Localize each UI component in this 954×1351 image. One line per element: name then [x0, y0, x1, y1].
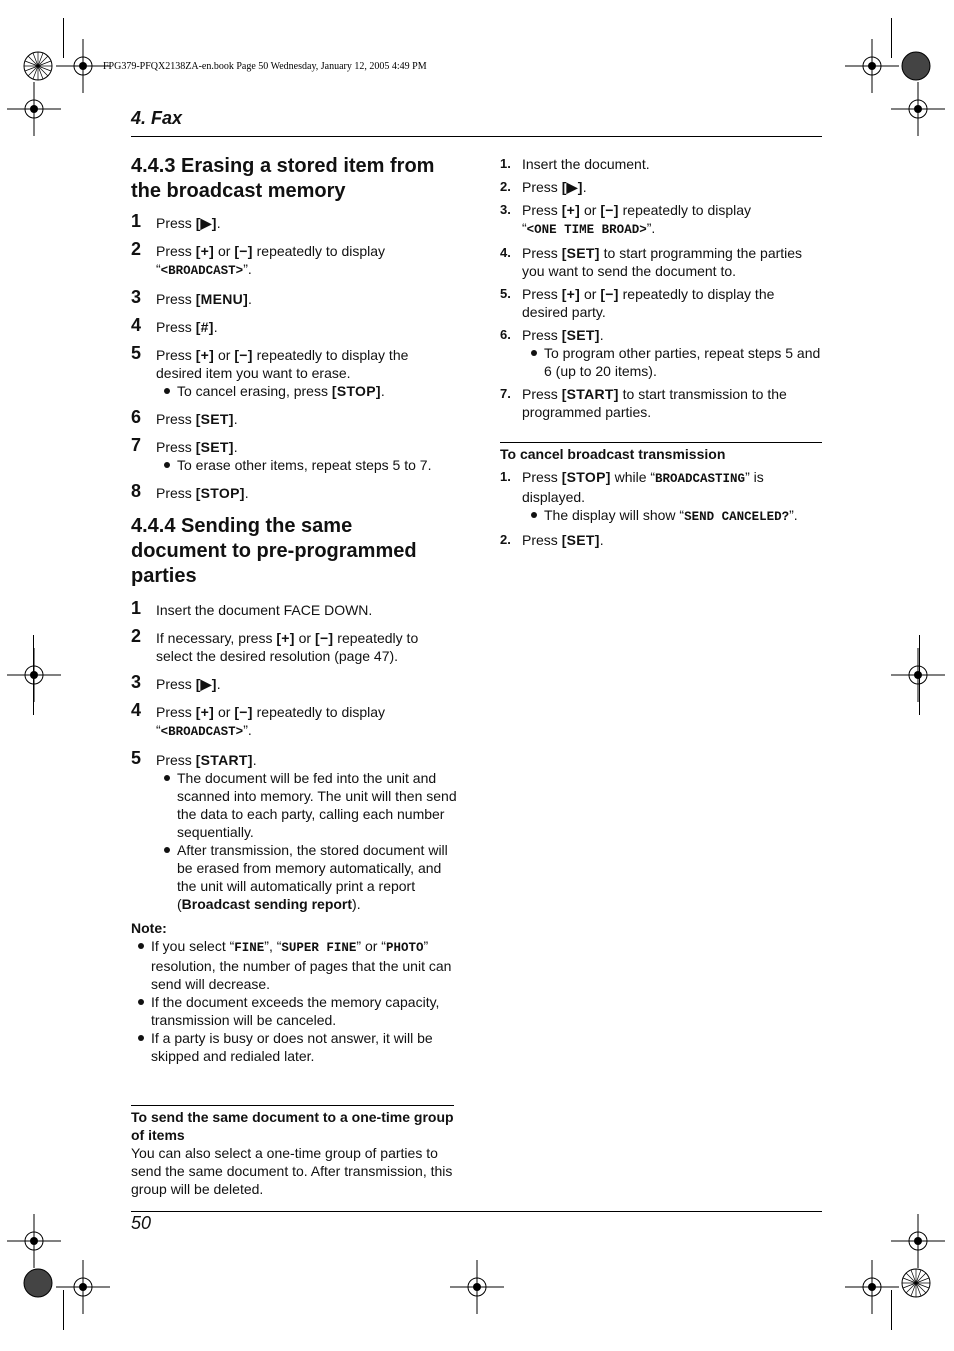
step-item: 3 Press [▶]. — [131, 672, 221, 692]
crosshair-icon — [450, 1260, 504, 1314]
crosshair-icon — [56, 39, 110, 93]
step-item: 7 Press [SET]. To erase other items, repeat steps 5 to 7. — [131, 438, 461, 474]
plus-key: [+] — [276, 630, 295, 646]
left-column — [131, 154, 461, 1065]
right-key: [▶] — [195, 215, 217, 231]
crosshair-icon — [891, 648, 945, 702]
display-text: <ONE TIME BROAD> — [526, 223, 647, 237]
minus-key: [−] — [234, 704, 253, 720]
section-title-4-4-4: 4.4.4 Sending the same document to pre-programmed parties — [131, 515, 417, 587]
set-key: [SET] — [561, 532, 600, 548]
start-key: [START] — [561, 386, 619, 402]
note-item: If a party is busy or does not answer, it will be skipped and redialed later. — [129, 1029, 461, 1065]
bullet-item: After transmission, the stored document will be erased from memory automatically, and the unit will automatically print a report (Broadcast sending report). — [154, 841, 461, 913]
bullet-item: The document will be fed into the unit and scanned into memory. The unit will then send the data to each party, calling each number sequentially. — [154, 769, 461, 841]
step-item: 1. Insert the document. — [500, 156, 650, 172]
step-item: 3 Press [MENU]. — [131, 287, 252, 307]
header-rule — [131, 136, 822, 137]
step-item: 2. Press [▶]. — [500, 179, 587, 195]
plus-key: [+] — [561, 286, 581, 302]
start-key: [START] — [195, 752, 253, 768]
note-item: If you select “FINE”, “SUPER FINE” or “PHOTO” resolution, the number of pages that the unit can send will decrease. — [129, 937, 461, 993]
step-item: 4 Press [+] or [−] repeatedly to display “<BROADCAST>”. — [131, 700, 386, 739]
plus-key: [+] — [195, 347, 215, 363]
bullet-item: To program other parties, repeat steps 5 and 6 (up to 20 items). — [521, 344, 822, 380]
display-text: <BROADCAST> — [160, 725, 244, 739]
step-item: 7. Press [START] to start transmission to the programmed parties. — [500, 386, 787, 420]
crosshair-icon — [7, 1214, 61, 1268]
bullet-item: To erase other items, repeat steps 5 to 7. — [154, 456, 461, 474]
crosshair-icon — [891, 82, 945, 136]
step-item: 8 Press [STOP]. — [131, 481, 249, 501]
subsection-rule — [131, 1105, 454, 1106]
crosshair-icon — [56, 1260, 110, 1314]
display-text: <BROADCAST> — [160, 264, 244, 278]
step-item: 5 Press [START]. The document will be fed into the unit and scanned into memory. The unit will then send the data to each party, calling each number sequentially. After transmission, the stored document will be erased from memory automatically, and the unit will automatically print a report (Broadcast sending report). — [131, 751, 461, 913]
step-item: 6. Press [SET]. To program other parties, repeat steps 5 and 6 (up to 20 items). — [500, 327, 821, 379]
step-item: 2 If necessary, press [+] or [−] repeatedly to select the desired resolution (page 47). — [131, 626, 419, 664]
crosshair-icon — [7, 648, 61, 702]
right-key: [▶] — [561, 179, 583, 195]
plus-key: [+] — [195, 704, 215, 720]
subsection-rule — [500, 442, 822, 443]
step-item: 4. Press [SET] to start programming the parties you want to send the document to. — [500, 245, 803, 279]
minus-key: [−] — [600, 286, 619, 302]
step-item: 5. Press [+] or [−] repeatedly to display the desired party. — [500, 286, 775, 320]
hash-key: [#] — [195, 319, 214, 335]
step-item: 6 Press [SET]. — [131, 407, 238, 427]
step-item: 2. Press [SET]. — [500, 532, 604, 548]
minus-key: [−] — [314, 630, 334, 646]
book-info-line: FPG379-PFQX2138ZA-en.book Page 50 Wednesday, January 12, 2005 4:49 PM — [103, 61, 427, 72]
step-item: 3. Press [+] or [−] repeatedly to display “<ONE TIME BROAD>”. — [500, 202, 752, 237]
display-text: BROADCASTING — [655, 472, 746, 486]
section-header: 4. Fax — [131, 108, 183, 128]
stop-key: [STOP] — [561, 469, 611, 485]
step-item: 2 Press [+] or [−] repeatedly to display “<BROADCAST>”. — [131, 239, 386, 278]
plus-key: [+] — [561, 202, 581, 218]
onetime-body: You can also select a one-time group of parties to send the same document to. After transmission, this group will be deleted. — [131, 1145, 453, 1197]
onetime-section — [131, 1108, 456, 1198]
section-title-4-4-3: 4.4.3 Erasing a stored item from the broadcast memory — [131, 155, 435, 202]
bullet-item: To cancel erasing, press [STOP]. — [154, 382, 461, 400]
minus-key: [−] — [234, 347, 253, 363]
note-label: Note: — [131, 920, 167, 936]
menu-key: [MENU] — [195, 291, 249, 307]
minus-key: [−] — [234, 243, 253, 259]
display-text: SEND CANCELED? — [684, 510, 790, 524]
minus-key: [−] — [600, 202, 619, 218]
step-item: 1 Press [▶]. — [131, 211, 221, 231]
right-column — [500, 155, 822, 421]
crosshair-icon — [891, 1214, 945, 1268]
cancel-section — [500, 445, 822, 549]
step-item: 5 Press [+] or [−] repeatedly to display the desired item you want to erase. To cancel erasing, press [STOP]. — [131, 346, 461, 400]
set-key: [SET] — [195, 411, 234, 427]
onetime-heading: To send the same document to a one-time group of items — [131, 1109, 454, 1143]
footer-rule — [131, 1211, 822, 1212]
set-key: [SET] — [195, 439, 234, 455]
step-item: 1. Press [STOP] while “BROADCASTING” is displayed. The display will show “SEND CANCELED?”. — [500, 468, 822, 526]
stop-key: [STOP] — [331, 383, 381, 399]
set-key: [SET] — [561, 245, 600, 261]
note-item: If the document exceeds the memory capacity, transmission will be canceled. — [129, 993, 461, 1029]
step-item: 1 Insert the document FACE DOWN. — [131, 598, 373, 618]
plus-key: [+] — [195, 243, 215, 259]
set-key: [SET] — [561, 327, 600, 343]
right-key: [▶] — [195, 676, 217, 692]
cancel-heading: To cancel broadcast transmission — [500, 446, 726, 462]
crosshair-icon — [7, 82, 61, 136]
bullet-item: The display will show “SEND CANCELED?”. — [521, 506, 822, 526]
page-number: 50 — [131, 1213, 152, 1233]
step-item: 4 Press [#]. — [131, 315, 218, 335]
stop-key: [STOP] — [195, 485, 245, 501]
